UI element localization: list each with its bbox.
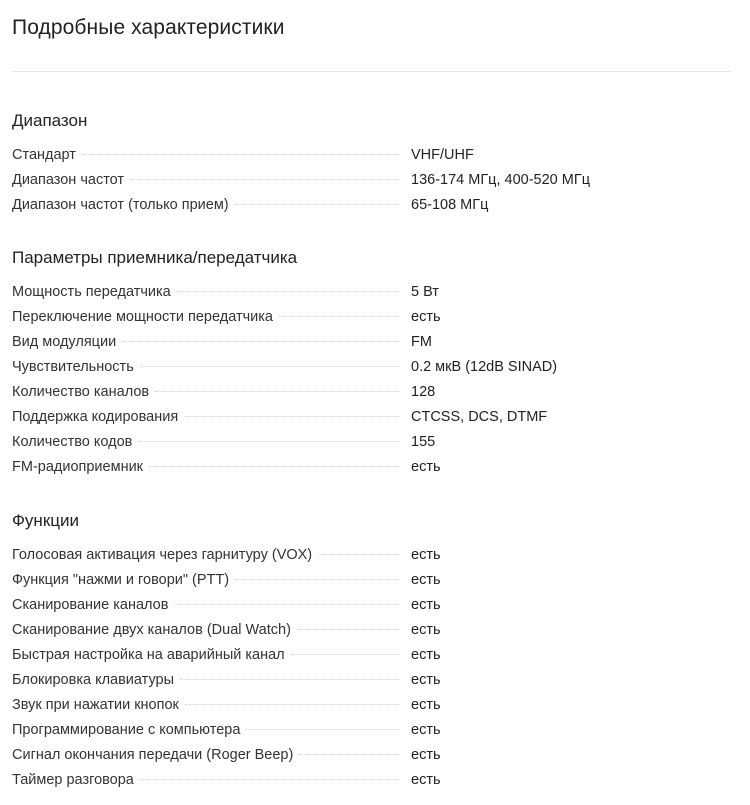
dotted-leader xyxy=(235,204,399,205)
dotted-leader xyxy=(291,654,399,655)
section-range xyxy=(12,110,731,217)
dotted-leader xyxy=(318,554,399,555)
dotted-leader xyxy=(246,729,399,730)
dotted-leader xyxy=(140,779,399,780)
spec-value: есть xyxy=(411,721,441,738)
spec-name: Мощность передатчика xyxy=(12,282,177,302)
dotted-leader xyxy=(180,679,399,680)
spec-name: Сканирование двух каналов (Dual Watch) xyxy=(12,620,297,640)
spec-value: 0.2 мкВ (12dB SINAD) xyxy=(411,358,558,375)
dotted-leader xyxy=(299,754,399,755)
spec-value: есть xyxy=(411,696,441,713)
spec-row xyxy=(12,567,731,592)
section-functions xyxy=(12,510,731,792)
spec-value: FM xyxy=(411,333,432,350)
section-title: Диапазон xyxy=(12,111,88,130)
spec-value: 65-108 МГц xyxy=(411,196,489,213)
spec-value: VHF/UHF xyxy=(411,146,474,163)
section-title: Функции xyxy=(12,511,79,530)
spec-value: есть xyxy=(411,646,441,663)
spec-value: есть xyxy=(411,596,441,613)
spec-name: Чувствительность xyxy=(12,357,140,377)
spec-row xyxy=(12,692,731,717)
dotted-leader xyxy=(279,316,399,317)
spec-value: 5 Вт xyxy=(411,283,439,300)
spec-row xyxy=(12,542,731,567)
spec-name: Блокировка клавиатуры xyxy=(12,670,180,690)
dotted-leader xyxy=(82,154,399,155)
spec-value: 128 xyxy=(411,383,436,400)
spec-name: Поддержка кодирования xyxy=(12,407,184,427)
spec-name: Голосовая активация через гарнитуру (VOX) xyxy=(12,545,318,565)
spec-value: есть xyxy=(411,671,441,688)
dotted-leader xyxy=(185,704,399,705)
spec-name: Количество кодов xyxy=(12,432,138,452)
spec-name: Звук при нажатии кнопок xyxy=(12,695,185,715)
page-title: Подробные характеристики xyxy=(12,16,285,39)
dotted-leader xyxy=(122,341,399,342)
spec-value: CTCSS, DCS, DTMF xyxy=(411,408,548,425)
spec-row xyxy=(12,167,731,192)
spec-list xyxy=(12,142,731,217)
title-divider xyxy=(12,71,731,72)
spec-row xyxy=(12,279,731,304)
spec-name: FM-радиоприемник xyxy=(12,457,149,477)
dotted-leader xyxy=(184,416,399,417)
dotted-leader xyxy=(138,441,399,442)
dotted-leader xyxy=(149,466,399,467)
spec-name: Диапазон частот xyxy=(12,170,130,190)
spec-value: есть xyxy=(411,308,441,325)
spec-name: Программирование с компьютера xyxy=(12,720,246,740)
spec-row xyxy=(12,617,731,642)
spec-name: Диапазон частот (только прием) xyxy=(12,195,235,215)
spec-name: Сигнал окончания передачи (Roger Beep) xyxy=(12,745,299,765)
spec-value: есть xyxy=(411,771,441,788)
spec-name: Количество каналов xyxy=(12,382,155,402)
spec-value: есть xyxy=(411,571,441,588)
spec-row xyxy=(12,142,731,167)
spec-value: есть xyxy=(411,546,441,563)
dotted-leader xyxy=(155,391,399,392)
section-title: Параметры приемника/передатчика xyxy=(12,248,298,267)
spec-name: Быстрая настройка на аварийный канал xyxy=(12,645,291,665)
dotted-leader xyxy=(235,579,399,580)
spec-row xyxy=(12,742,731,767)
spec-value: 155 xyxy=(411,433,436,450)
spec-row xyxy=(12,454,731,479)
spec-row xyxy=(12,354,731,379)
spec-row xyxy=(12,592,731,617)
dotted-leader xyxy=(174,604,399,605)
section-transceiver-params xyxy=(12,247,731,479)
spec-name: Переключение мощности передатчика xyxy=(12,307,279,327)
spec-row xyxy=(12,429,731,454)
spec-list xyxy=(12,542,731,792)
spec-value: 136-174 МГц, 400-520 МГц xyxy=(411,171,591,188)
spec-row xyxy=(12,404,731,429)
spec-value: есть xyxy=(411,458,441,475)
spec-value: есть xyxy=(411,746,441,763)
spec-name: Сканирование каналов xyxy=(12,595,174,615)
dotted-leader xyxy=(297,629,399,630)
spec-name: Вид модуляции xyxy=(12,332,122,352)
spec-row xyxy=(12,304,731,329)
spec-list xyxy=(12,279,731,479)
spec-row xyxy=(12,667,731,692)
spec-row xyxy=(12,767,731,792)
spec-row xyxy=(12,642,731,667)
spec-name: Функция "нажми и говори" (PTT) xyxy=(12,570,235,590)
spec-name: Таймер разговора xyxy=(12,770,140,790)
spec-name: Стандарт xyxy=(12,145,82,165)
spec-row xyxy=(12,329,731,354)
spec-row xyxy=(12,379,731,404)
dotted-leader xyxy=(140,366,399,367)
spec-row xyxy=(12,192,731,217)
dotted-leader xyxy=(177,291,399,292)
spec-row xyxy=(12,717,731,742)
spec-value: есть xyxy=(411,621,441,638)
dotted-leader xyxy=(130,179,399,180)
